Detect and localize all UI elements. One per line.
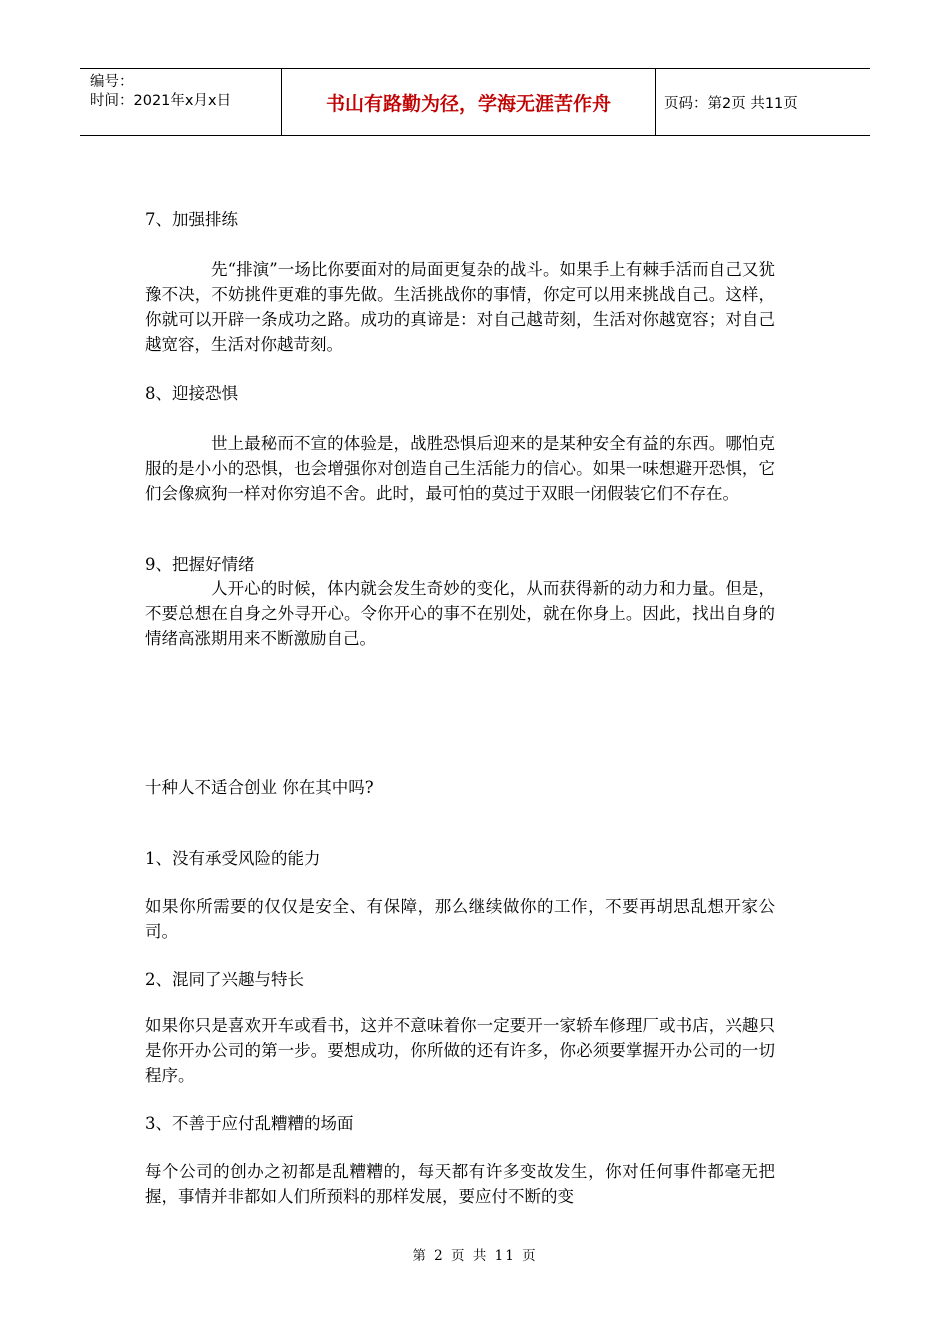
header-motto: 书山有路勤为径，学海无涯苦作舟 [282,69,656,135]
s1-paragraph: 如果你所需要的仅仅是安全、有保障，那么继续做你的工作，不要再胡思乱想开家公司。 [145,897,775,941]
section-title: 十种人不适合创业 你在其中吗? [145,778,374,797]
s2-paragraph: 如果你只是喜欢开车或看书，这并不意味着你一定要开一家轿车修理厂或书店，兴趣只是你开办公司的第一步。要想成功，你所做的还有许多，你必须要掌握开办公司的一切程序。 [145,1016,775,1085]
s3-paragraph: 每个公司的创办之初都是乱糟糟的，每天都有许多变故发生，你对任何事件都毫无把握，事情并非都如人们所预料的那样发展，要应付不断的变 [145,1162,775,1206]
item8-heading: 8、迎接恐惧 [145,384,238,403]
item9-heading: 9、把握好情绪 [145,555,255,574]
item8-paragraph: 世上最秘而不宣的体验是，战胜恐惧后迎来的是某种安全有益的东西。哪怕克服的是小小的恐惧，也会增强你对创造自己生活能力的信心。如果一味想避开恐惧，它们会像疯狗一样对你穷追不舍。此时，最可怕的莫过于双眼一闭假装它们不存在。 [145,434,775,503]
document-number-label: 编号： [90,74,134,90]
header-meta [80,69,282,135]
header-page-info: 页码：第2页 共11页 [664,95,798,112]
s2-heading: 2、混同了兴趣与特长 [145,970,304,989]
item7-paragraph: 先“排演”一场比你要面对的局面更复杂的战斗。如果手上有棘手活而自己又犹豫不决，不妨挑件更难的事先做。生活挑战你的事情，你定可以用来挑战自己。这样，你就可以开辟一条成功之路。成功的真谛是：对自己越苛刻，生活对你越宽容；对自己越宽容，生活对你越苛刻。 [145,260,775,354]
item9-paragraph: 人开心的时候，体内就会发生奇妙的变化，从而获得新的动力和力量。但是，不要总想在自身之外寻开心。令你开心的事不在别处，就在你身上。因此，找出自身的情绪高涨期用来不断激励自己。 [145,579,775,648]
s3-heading: 3、不善于应付乱糟糟的场面 [145,1114,354,1133]
document-date: 时间：2021年x月x日 [90,93,232,109]
item7-heading: 7、加强排练 [145,210,238,229]
page-header [80,68,870,136]
page-footer: 第 2 页 共 11 页 [412,1248,538,1264]
s1-heading: 1、没有承受风险的能力 [145,849,321,868]
